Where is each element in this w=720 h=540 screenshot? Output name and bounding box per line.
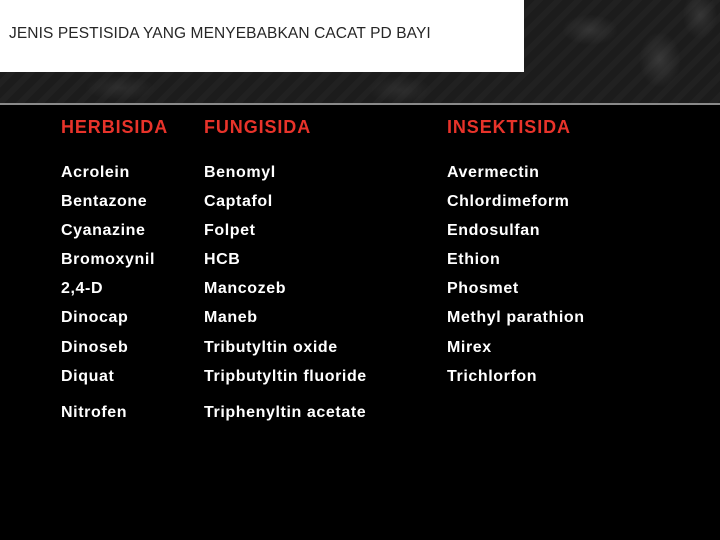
insektisida-cell: Trichlorfon bbox=[447, 368, 538, 385]
insektisida-cell: Phosmet bbox=[447, 280, 519, 297]
insektisida-cell: Ethion bbox=[447, 251, 501, 268]
insektisida-cell: Mirex bbox=[447, 339, 492, 356]
slide-title: JENIS PESTISIDA YANG MENYEBABKAN CACAT PD BAYI bbox=[9, 25, 431, 42]
herbisida-cell: Cyanazine bbox=[61, 222, 146, 239]
herbisida-cell: Bentazone bbox=[61, 193, 148, 210]
column-header-herbisida: HERBISIDA bbox=[61, 117, 169, 137]
herbisida-cell: Bromoxynil bbox=[61, 251, 156, 268]
fungisida-cell: Mancozeb bbox=[204, 280, 287, 297]
fungisida-cell: Captafol bbox=[204, 193, 273, 210]
herbisida-cell: Dinocap bbox=[61, 309, 129, 326]
fungisida-cell: Tripbutyltin fluoride bbox=[204, 368, 367, 385]
fungisida-cell: Benomyl bbox=[204, 164, 276, 181]
fungisida-cell: HCB bbox=[204, 251, 241, 268]
fungisida-cell: Tributyltin oxide bbox=[204, 339, 338, 356]
insektisida-cell: Endosulfan bbox=[447, 222, 541, 239]
column-header-fungisida: FUNGISIDA bbox=[204, 117, 312, 137]
insektisida-cell: Avermectin bbox=[447, 164, 540, 181]
title-box bbox=[0, 0, 524, 72]
herbisida-cell: Diquat bbox=[61, 368, 115, 385]
fungisida-cell: Maneb bbox=[204, 309, 258, 326]
insektisida-cell: Chlordimeform bbox=[447, 193, 570, 210]
fungisida-cell: Triphenyltin acetate bbox=[204, 404, 367, 421]
herbisida-cell: Acrolein bbox=[61, 164, 130, 181]
fungisida-cell: Folpet bbox=[204, 222, 256, 239]
herbisida-cell: 2,4-D bbox=[61, 280, 104, 297]
header-divider bbox=[0, 103, 720, 105]
column-header-insektisida: INSEKTISIDA bbox=[447, 117, 571, 137]
herbisida-cell: Nitrofen bbox=[61, 404, 128, 421]
insektisida-cell: Methyl parathion bbox=[447, 309, 585, 326]
herbisida-cell: Dinoseb bbox=[61, 339, 129, 356]
